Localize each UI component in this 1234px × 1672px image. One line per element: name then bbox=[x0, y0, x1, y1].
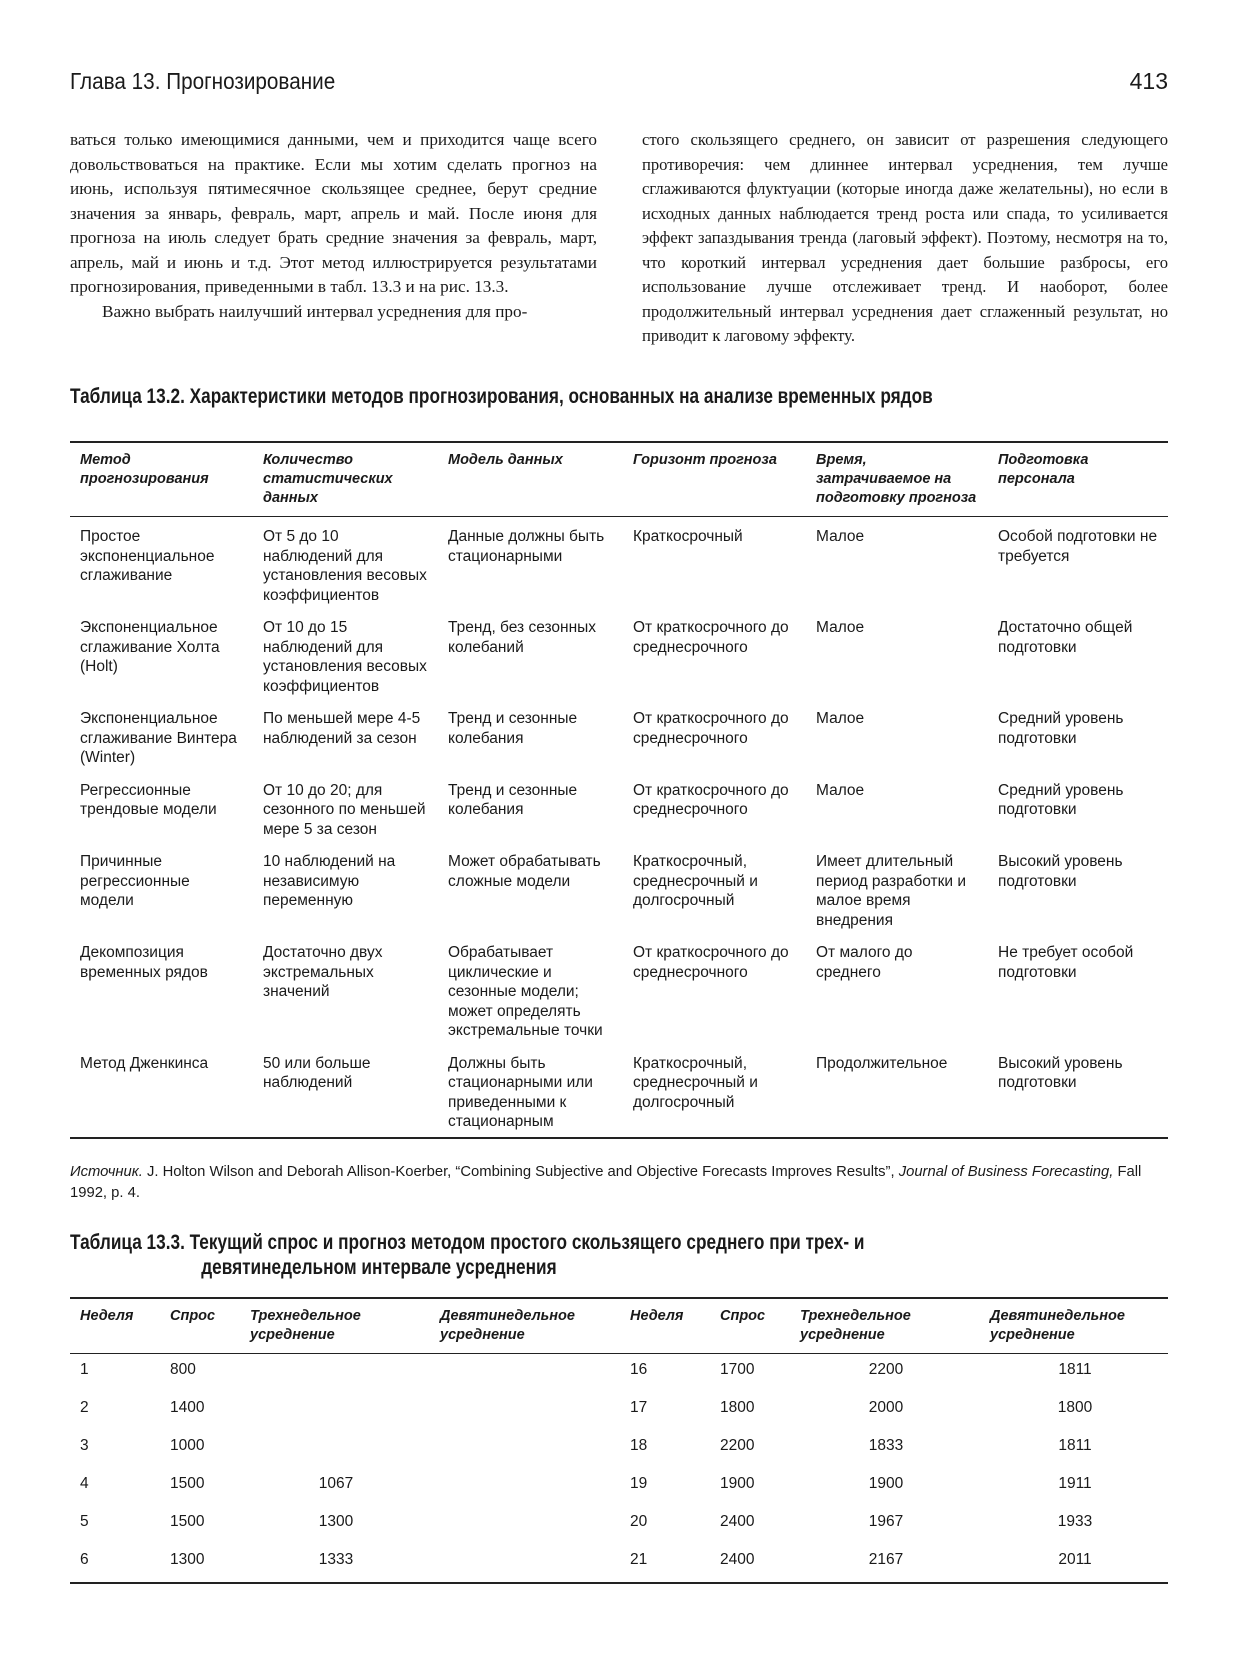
column-header: Горизонт прогноза bbox=[633, 452, 777, 468]
table-row bbox=[70, 1468, 1168, 1506]
table-cell: Может обрабатывать сложные модели bbox=[448, 853, 601, 890]
table-cell: Высокий уровень подготовки bbox=[998, 853, 1123, 890]
table-cell bbox=[430, 1354, 620, 1393]
table-row bbox=[70, 1046, 1168, 1138]
table-caption bbox=[70, 1230, 864, 1280]
moving-average-table bbox=[70, 1297, 1168, 1584]
chapter-title: Глава 13. Прогнозирование bbox=[70, 68, 336, 94]
table-cell: Продолжительное bbox=[816, 1054, 948, 1072]
table-cell: 1700 bbox=[720, 1361, 755, 1378]
table-cell: 2200 bbox=[720, 1437, 755, 1454]
table-cell: Высокий уровень подготовки bbox=[998, 1054, 1123, 1091]
table-cell: От краткосрочного до среднесрочного bbox=[633, 781, 789, 818]
table-cell: 1800 bbox=[720, 1399, 755, 1416]
table-cell: Особой подготовки не требуется bbox=[998, 528, 1158, 565]
table-cell: Декомпозиция временных рядов bbox=[80, 944, 208, 981]
column-header: Метод прогнозирования bbox=[80, 452, 209, 487]
column-header: Неделя bbox=[80, 1308, 134, 1324]
table-cell: 2 bbox=[80, 1399, 89, 1416]
table-cell: 4 bbox=[80, 1475, 89, 1492]
table-cell: Данные должны быть стационарными bbox=[448, 528, 605, 565]
table-cell: 50 или больше наблюдений bbox=[263, 1054, 371, 1091]
table-cell bbox=[240, 1430, 430, 1468]
table-caption: Таблица 13.2. Характеристики методов прогнозирования, основанных на анализе временных рядов bbox=[70, 385, 933, 408]
table-row bbox=[70, 844, 1168, 935]
table-cell: Малое bbox=[816, 781, 865, 799]
page-number: 413 bbox=[1129, 68, 1168, 94]
table-cell: Регрессионные трендовые модели bbox=[80, 781, 217, 818]
table-cell: Экспоненциальное сглаживание Холта (Holt) bbox=[80, 619, 220, 675]
source-label: Источник. bbox=[70, 1164, 143, 1180]
table-cell: 1300 bbox=[170, 1551, 205, 1568]
table-cell bbox=[430, 1544, 620, 1583]
column-header: Неделя bbox=[630, 1308, 684, 1324]
table-cell: Простое экспоненциальное сглаживание bbox=[80, 528, 215, 584]
column-header: Трехнедельное усреднение bbox=[250, 1308, 361, 1343]
table-cell: Тренд и сезонные колебания bbox=[448, 710, 578, 747]
table-cell: Экспоненциальное сглаживание Винтера (Winter) bbox=[80, 710, 237, 766]
table-cell bbox=[240, 1354, 430, 1393]
table-row bbox=[70, 1430, 1168, 1468]
table-cell: Малое bbox=[816, 619, 865, 636]
table-body bbox=[70, 1354, 1168, 1584]
table-cell: Тренд, без сезонных колебаний bbox=[448, 619, 597, 656]
source-journal: Journal of Business Forecasting, bbox=[898, 1164, 1114, 1180]
table-cell: Краткосрочный bbox=[633, 528, 743, 545]
page-header bbox=[70, 68, 1168, 104]
column-header: Время, затрачиваемое на подготовку прогноза bbox=[816, 452, 977, 506]
column-header: Девятинедельное усреднение bbox=[990, 1308, 1125, 1343]
table-cell: 2167 bbox=[868, 1551, 904, 1568]
table-cell: От краткосрочного до среднесрочного bbox=[633, 619, 789, 656]
table-source-note bbox=[70, 1162, 1168, 1204]
table-header-row bbox=[70, 1298, 1168, 1354]
table-caption-line: Таблица 13.3. Текущий спрос и прогноз методом простого скользящего среднего при трех- и bbox=[70, 1231, 865, 1254]
table-cell: 18 bbox=[630, 1437, 648, 1454]
table-caption-line: девятинедельном интервале усреднения bbox=[201, 1256, 557, 1279]
table-cell: Малое bbox=[816, 528, 865, 545]
table-row bbox=[70, 935, 1168, 1046]
methods-table bbox=[70, 441, 1168, 1139]
table-cell: 1500 bbox=[170, 1513, 205, 1530]
table-cell: 10 наблюдений на независимую переменную bbox=[263, 853, 396, 909]
table-header-row bbox=[70, 442, 1168, 517]
paragraph: ваться только имеющимися данными, чем и приходится чаще всего довольствоваться на практике. Если мы хотим сделать прогноз на июнь, используя пятимесячное скользящее среднее, берут средние значения за январь, февраль, март, апрель и май. После июня для прогноза на июль следует брать средние значения за февраль, март, апрель, май и июнь и т.д. Этот метод иллюстрируется результатами прогнозирования, приведенными в табл. 13.3 и на рис. 13.3. bbox=[70, 130, 597, 296]
table-cell: 1811 bbox=[1058, 1437, 1092, 1454]
table-cell: От 10 до 20; для сезонного по меньшей мере 5 за сезон bbox=[263, 781, 426, 838]
table-cell: Достаточно двух экстремальных значений bbox=[263, 944, 383, 1000]
table-cell: 1 bbox=[80, 1361, 89, 1378]
table-cell: 1900 bbox=[868, 1475, 904, 1492]
column-header: Количество статистических данных bbox=[263, 452, 393, 506]
table-body bbox=[70, 517, 1168, 1138]
table-cell: Метод Дженкинса bbox=[80, 1054, 209, 1072]
table-cell: Не требует особой подготовки bbox=[998, 944, 1134, 981]
table-cell: Средний уровень подготовки bbox=[998, 781, 1124, 818]
table-cell: 5 bbox=[80, 1513, 89, 1530]
table-cell: 1967 bbox=[868, 1513, 904, 1530]
column-header: Трехнедельное усреднение bbox=[800, 1308, 911, 1343]
table-cell: 2000 bbox=[868, 1399, 904, 1416]
table-cell: Причинные регрессионные модели bbox=[80, 853, 190, 909]
table-cell: Краткосрочный, среднесрочный и долгосрочный bbox=[633, 1054, 758, 1111]
table-cell bbox=[430, 1392, 620, 1430]
table-cell: 20 bbox=[630, 1513, 648, 1530]
table-cell: 2011 bbox=[1058, 1551, 1092, 1568]
table-row bbox=[70, 773, 1168, 845]
column-header: Девятинедельное усреднение bbox=[440, 1308, 575, 1343]
table-cell: 1811 bbox=[1058, 1361, 1092, 1378]
table-cell: От краткосрочного до среднесрочного bbox=[633, 944, 789, 981]
table-cell: 1933 bbox=[1057, 1513, 1093, 1530]
table-cell: Имеет длительный период разработки и малое время внедрения bbox=[816, 853, 966, 929]
table-cell: 17 bbox=[630, 1399, 648, 1416]
table-cell: 1500 bbox=[170, 1475, 205, 1492]
table-cell: 1400 bbox=[170, 1399, 205, 1416]
table-cell: Достаточно общей подготовки bbox=[998, 619, 1133, 656]
column-header: Модель данных bbox=[448, 452, 563, 468]
table-cell: От малого до среднего bbox=[816, 944, 913, 981]
table-cell: 1300 bbox=[318, 1513, 354, 1530]
table-cell: По меньшей мере 4-5 наблюдений за сезон bbox=[263, 710, 421, 747]
table-cell: Должны быть стационарными или приведенными к стационарным bbox=[448, 1054, 593, 1130]
left-column bbox=[70, 128, 597, 324]
table-cell: 19 bbox=[630, 1475, 648, 1492]
table-cell: Обрабатывает циклические и сезонные модели; может определять экстремальные точки bbox=[448, 944, 603, 1039]
table-cell: От 5 до 10 наблюдений для установления весовых коэффициентов bbox=[263, 528, 427, 604]
table-row bbox=[70, 1506, 1168, 1544]
table-cell: 1067 bbox=[318, 1475, 354, 1492]
table-row bbox=[70, 1544, 1168, 1583]
table-cell: От краткосрочного до среднесрочного bbox=[633, 710, 789, 747]
table-cell: 1833 bbox=[868, 1437, 904, 1454]
right-column bbox=[642, 128, 1168, 349]
table-cell: От 10 до 15 наблюдений для установления весовых коэффициентов bbox=[263, 619, 427, 695]
table-cell: 1900 bbox=[720, 1475, 755, 1492]
table-cell: 1800 bbox=[1057, 1399, 1093, 1416]
table-cell: 1333 bbox=[318, 1551, 354, 1568]
table-row bbox=[70, 610, 1168, 701]
table-cell: 2400 bbox=[720, 1513, 755, 1530]
table-cell: 6 bbox=[80, 1551, 89, 1568]
table-row bbox=[70, 1392, 1168, 1430]
table-cell: 1911 bbox=[1058, 1475, 1092, 1492]
table-cell: 21 bbox=[630, 1551, 648, 1568]
source-text: J. Holton Wilson and Deborah Allison-Koerber, “Combining Subjective and Objective Forecasts Improves Results”, bbox=[146, 1164, 895, 1180]
table-cell: Малое bbox=[816, 710, 865, 727]
table-cell bbox=[430, 1506, 620, 1544]
column-header: Спрос bbox=[170, 1308, 216, 1324]
column-header: Подготовка персонала bbox=[998, 452, 1089, 487]
source-tail: Fall 1992, p. 4. bbox=[70, 1164, 1142, 1201]
table-cell: 1000 bbox=[170, 1437, 205, 1454]
table-cell: Тренд и сезонные колебания bbox=[448, 781, 578, 818]
paragraph: Важно выбрать наилучший интервал усреднения для про- bbox=[102, 301, 528, 321]
table-cell: Средний уровень подготовки bbox=[998, 710, 1124, 747]
table-cell: Краткосрочный, среднесрочный и долгосрочный bbox=[633, 853, 758, 909]
table-cell: 16 bbox=[630, 1361, 648, 1378]
table-row bbox=[70, 701, 1168, 773]
table-cell: 2400 bbox=[720, 1551, 755, 1568]
table-cell bbox=[430, 1430, 620, 1468]
table-cell: 2200 bbox=[868, 1361, 904, 1378]
table-cell bbox=[430, 1468, 620, 1506]
table-row bbox=[70, 1354, 1168, 1393]
paragraph: стого скользящего среднего, он зависит от разрешения следующего противоречия: чем длиннее интервал усреднения, тем лучше сглаживаются флуктуации (которые иногда даже желательны), но если в исходных данных наблюдается тренд роста или спада, то усиливается эффект запаздывания тренда (лаговый эффект). Поэтому, несмотря на то, что короткий интервал усреднения дает большие разбросы, его использование лучше отслеживает тренд. И наоборот, более продолжительный интервал усреднения дает сглаженный результат, но приводит к лаговому эффекту. bbox=[642, 130, 1168, 345]
table-row bbox=[70, 517, 1168, 611]
table-cell: 800 bbox=[170, 1361, 196, 1378]
table-cell: 3 bbox=[80, 1437, 89, 1454]
column-header: Спрос bbox=[720, 1308, 766, 1324]
table-cell bbox=[240, 1392, 430, 1430]
